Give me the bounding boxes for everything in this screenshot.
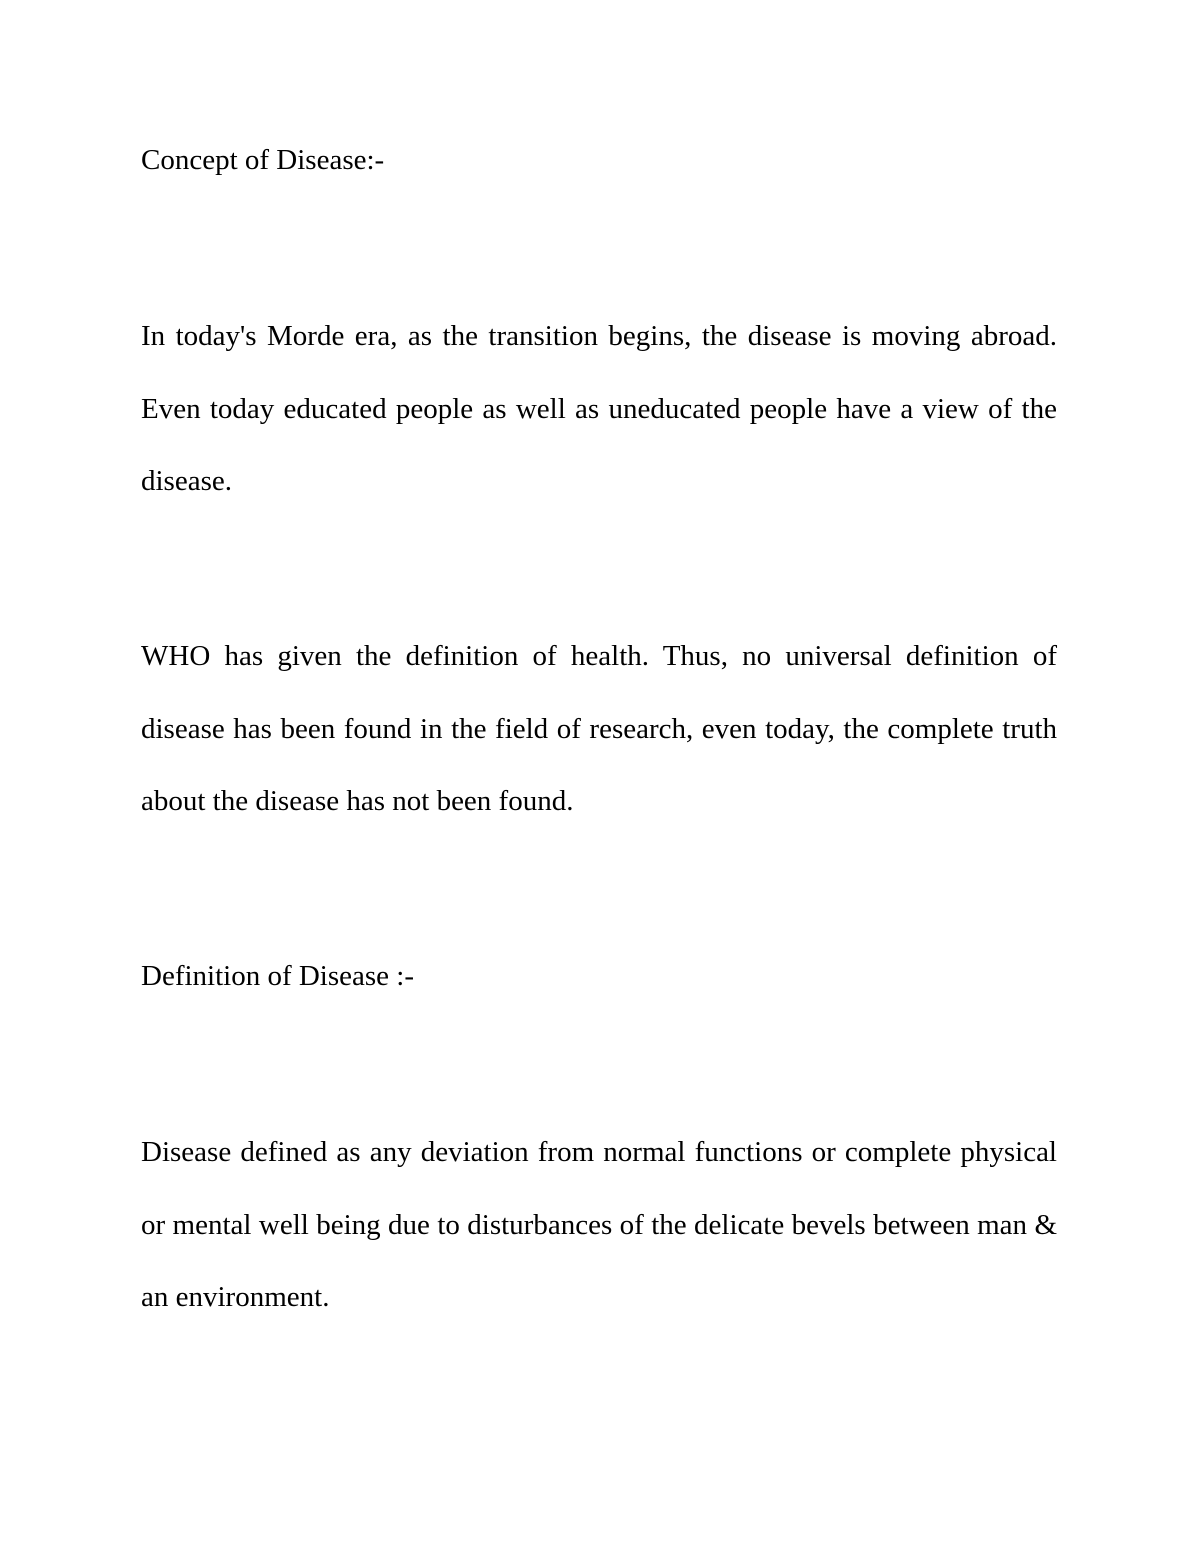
paragraph-disease-definition: Disease defined as any deviation from normal functions or complete physical or mental well being due to disturbances of the delicate bevels between man & an environment.	[141, 1136, 1057, 1313]
heading-concept-of-disease: Concept of Disease:-	[141, 144, 385, 176]
paragraph-modern-era: In today's Morde era, as the transition begins, the disease is moving abroad. Even today educated people as well as uneducated people have a view of the disease.	[141, 320, 1057, 497]
heading-definition-of-disease: Definition of Disease :-	[141, 960, 415, 992]
paragraph-who-definition: WHO has given the definition of health. Thus, no universal definition of disease has been found in the field of research, even today, the complete truth about the disease has not been found.	[141, 640, 1057, 817]
